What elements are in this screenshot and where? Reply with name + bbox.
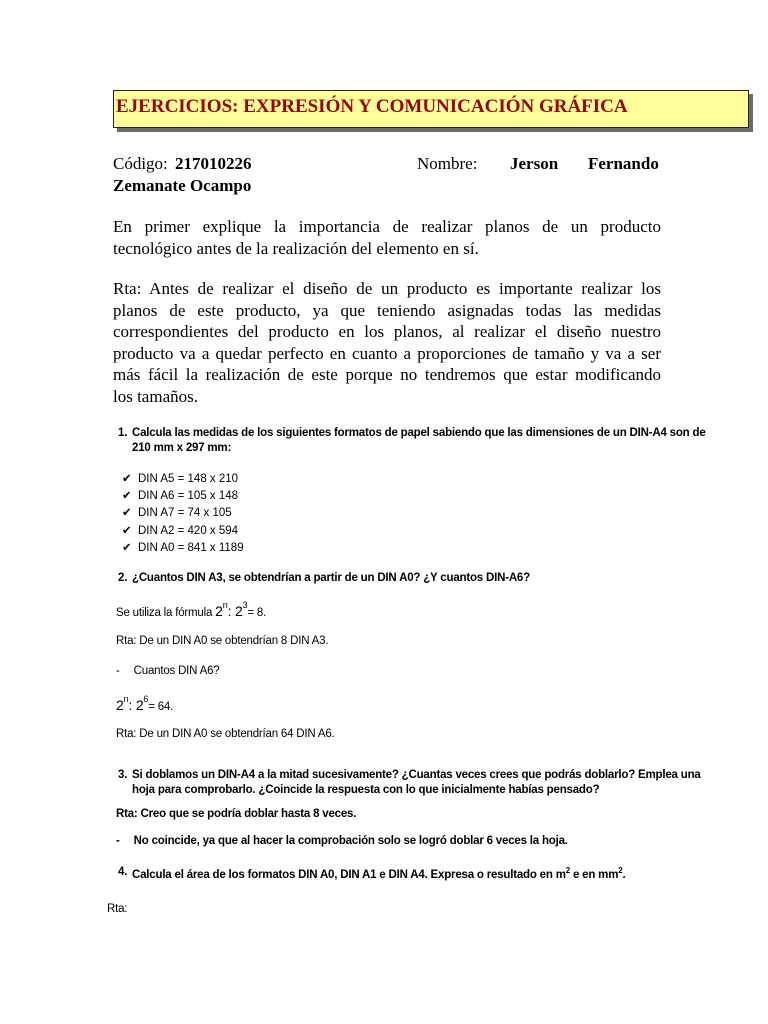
intro-answer — [113, 278, 661, 407]
title-box — [113, 90, 749, 128]
question-line: Calcula las medidas de los siguientes formatos de papel sabiendo que las dimensiones de un DIN-A4 son de — [132, 427, 706, 439]
intro-answer-line: más fácil la realización de este porque no tendremos que estar modificando — [113, 365, 661, 384]
question-line: ¿Cuantos DIN A3, se obtendrían a partir de un DIN A0? ¿Y cuantos DIN-A6? — [132, 572, 530, 584]
checkmark-icon: ✔ — [122, 507, 132, 520]
intro-question-line: tecnológico antes de la realización del elemento en sí. — [113, 238, 479, 258]
intro-answer-line: planos de este producto, ya que teniendo asignadas todas las medidas — [113, 300, 661, 320]
formula-line-1: Se utiliza la fórmula 2$^n$: $2^3= 8$. — [116, 600, 267, 619]
intro-question — [113, 216, 661, 259]
document-title: EJERCICIOS: EXPRESIÓN Y COMUNICACIÓN GRÁFICA — [116, 96, 628, 117]
din-sizes-list — [122, 471, 244, 557]
answer-q4-label: Rta: — [107, 903, 128, 915]
name-second: Fernando — [588, 154, 659, 173]
nombre-label: Nombre: — [417, 154, 478, 173]
answer-din-a3: Rta: De un DIN A0 se obtendrían 8 DIN A3. — [116, 635, 329, 647]
name-last: Zemanate Ocampo — [113, 176, 252, 195]
question-number: 3. — [118, 769, 128, 781]
intro-answer-line: Rta: Antes de realizar el diseño de un producto es importante realizar los — [113, 279, 661, 298]
intro-question-line: En primer explique la importancia de realizar planos de un producto — [113, 217, 661, 236]
intro-answer-line: producto va a quedar perfecto en cuanto a proporciones de tamaño y va a ser — [113, 343, 661, 363]
question-line: Si doblamos un DIN-A4 a la mitad sucesivamente? ¿Cuantas veces crees que podrás doblarlo? Emplea una — [132, 769, 701, 781]
list-item: ✔ DIN A5 = 148 x 210 — [122, 473, 239, 485]
name-first: Jerson — [510, 154, 559, 173]
formula-line-2: 2$^n$: $2^6= 64$. — [116, 694, 174, 713]
question-3 — [0, 769, 768, 801]
question-2 — [0, 572, 768, 588]
intro-answer-line: correspondientes del producto en los planos, al realizar el diseño nuestro — [113, 322, 661, 341]
question-line: 210 mm x 297 mm: — [132, 442, 232, 454]
checkmark-icon: ✔ — [122, 473, 132, 485]
intro-answer-line: los tamaños. — [113, 386, 198, 406]
note-q3: - No coincide, ya que al hacer la comprobación solo se logró doblar 6 veces la hoja. — [116, 835, 568, 847]
answer-q3: Rta: Creo que se podría doblar hasta 8 veces. — [116, 808, 357, 820]
answer-din-a6: Rta: De un DIN A0 se obtendrían 64 DIN A6. — [116, 728, 335, 740]
checkmark-icon: ✔ — [122, 490, 132, 503]
codigo-label: Código: — [113, 154, 168, 173]
sub-question: - Cuantos DIN A6? — [116, 665, 220, 677]
question-number: 4. — [118, 866, 128, 878]
list-item: ✔ DIN A7 = 74 x 105 — [122, 507, 232, 520]
checkmark-icon: ✔ — [122, 541, 132, 554]
student-info-row — [113, 153, 661, 175]
checkmark-icon: ✔ — [122, 524, 132, 537]
list-item: ✔ DIN A2 = 420 x 594 — [122, 524, 239, 537]
question-number: 2. — [118, 572, 128, 584]
question-4: 4. Calcula el área de los formatos DIN A0, DIN A1 e DIN A4. Expresa o resultado en $m^2$ e en $mm^2$. — [118, 866, 626, 881]
list-item: ✔ DIN A0 = 841 x 1189 — [122, 541, 244, 554]
codigo-value: 217010226 — [175, 154, 252, 173]
question-number: 1. — [118, 427, 128, 439]
question-1 — [0, 427, 768, 459]
question-line: hoja para comprobarlo. ¿Coincide la respuesta con lo que inicialmente habías pensado? — [132, 784, 600, 796]
list-item: ✔ DIN A6 = 105 x 148 — [122, 490, 239, 503]
